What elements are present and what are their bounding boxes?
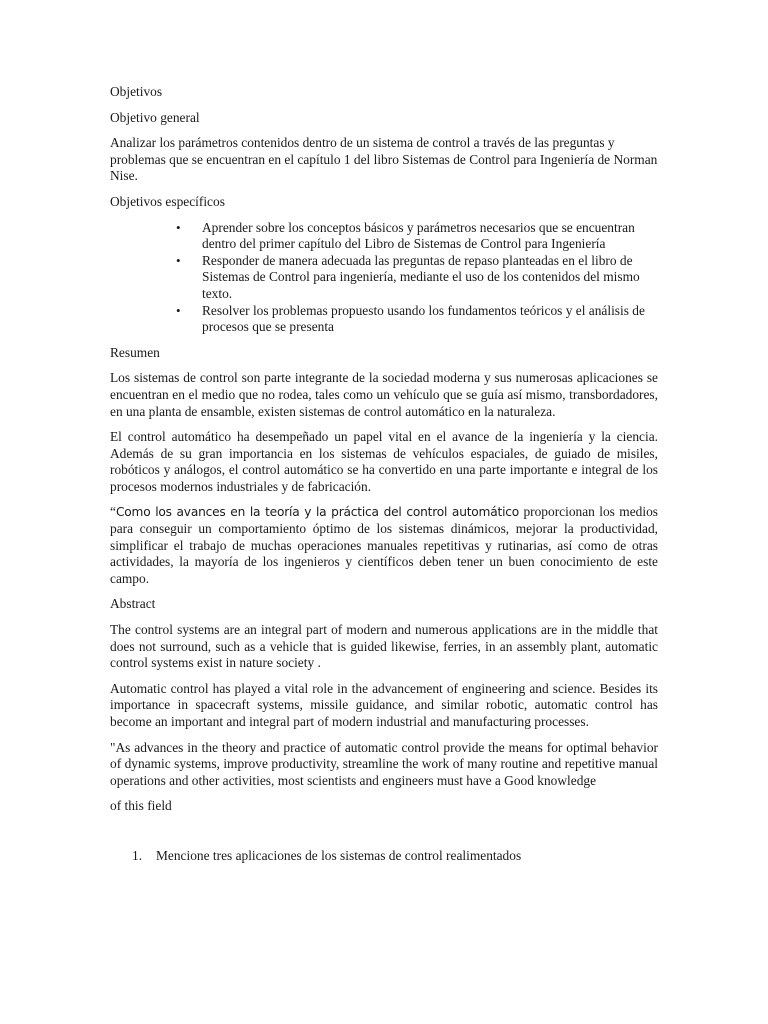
questions-list bbox=[110, 848, 658, 865]
resumen-paragraph-2: El control automático ha desempeñado un papel vital en el avance de la ingeniería y la ciencia. Además de su gran importancia en los sistemas de vehículos espaciales, de guiado de misiles, robóticos y análogos, el control automático se ha convertido en una parte importante e integral de los procesos modernos industriales y de fabricación. bbox=[110, 429, 658, 494]
open-quote: “ bbox=[110, 504, 116, 520]
abstract-paragraph-2: Automatic control has played a vital role in the advancement of engineering and science. Besides its importance in spacecraft systems, missile guidance, and similar robotic, automatic control has become an important and integral part of modern industrial and manufacturing processes. bbox=[110, 680, 658, 729]
abstract-paragraph-3: "As advances in the theory and practice of automatic control provide the means for optimal behavior of dynamic systems, improve productivity, streamline the work of many routine and repetitive manual operations and other activities, most scientists and engineers must have a Good knowledge bbox=[110, 739, 658, 788]
abstract-paragraph-1: The control systems are an integral part of modern and numerous applications are in the middle that does not surround, such as a vehicle that is guided likewise, ferries, in an assembly plant, automatic control systems exist in nature society . bbox=[110, 622, 658, 671]
bullet-icon: • bbox=[176, 302, 181, 318]
abstract-paragraph-4: of this field bbox=[110, 798, 172, 814]
quoted-phrase: Como los avances en la teoría y la práctica del control automático bbox=[115, 505, 520, 520]
heading-resumen: Resumen bbox=[110, 344, 160, 360]
resumen-paragraph-3-rest: proporcionan los medios para conseguir un comportamiento óptimo de los sistemas dinámicos, mejorar la productividad, simplificar el trabajo de muchas operaciones manuales repetitivas y rutinarias, así como de otras actividades, la mayoría de los ingenieros y científicos deben tener un buen conocimiento de este campo. bbox=[110, 504, 658, 586]
question-text: Mencione tres aplicaciones de los sistemas de control realimentados bbox=[156, 847, 522, 863]
bullet-icon: • bbox=[176, 252, 181, 268]
question-number: 1. bbox=[132, 847, 143, 863]
resumen-paragraph-3 bbox=[110, 504, 658, 587]
objetivos-especificos-list bbox=[110, 220, 658, 336]
spacer bbox=[110, 824, 658, 848]
resumen-paragraph-1: Los sistemas de control son parte integrante de la sociedad moderna y sus numerosas aplicaciones se encuentran en el medio que no rodea, tales como un vehículo que se guía así mismo, transbordadores, en una planta de ensamble, existen sistemas de control automático en la naturaleza. bbox=[110, 370, 658, 419]
heading-abstract: Abstract bbox=[110, 596, 156, 612]
list-item bbox=[176, 252, 658, 303]
list-item-text: Resolver los problemas propuesto usando los fundamentos teóricos y el análisis de procesos que se presenta bbox=[202, 302, 645, 335]
question-item bbox=[132, 847, 658, 865]
objetivo-general-text: Analizar los parámetros contenidos dentro de un sistema de control a través de las preguntas y problemas que se encuentran en el capítulo 1 del libro Sistemas de Control para Ingeniería de Norman Nise. bbox=[110, 135, 658, 184]
heading-objetivos: Objetivos bbox=[110, 84, 163, 99]
list-item bbox=[176, 219, 658, 253]
list-item-text: Aprender sobre los conceptos básicos y parámetros necesarios que se encuentran dentro del primer capítulo del Libro de Sistemas de Control para Ingeniería bbox=[202, 219, 635, 252]
heading-objetivo-general: Objetivo general bbox=[110, 109, 200, 125]
document-body bbox=[110, 84, 658, 865]
bullet-icon: • bbox=[176, 219, 181, 235]
heading-objetivos-especificos: Objetivos específicos bbox=[110, 193, 225, 209]
list-item bbox=[176, 302, 658, 336]
list-item-text: Responder de manera adecuada las preguntas de repaso planteadas en el libro de Sistemas de Control para ingeniería, mediante el uso de los contenidos del mismo texto. bbox=[202, 252, 640, 301]
